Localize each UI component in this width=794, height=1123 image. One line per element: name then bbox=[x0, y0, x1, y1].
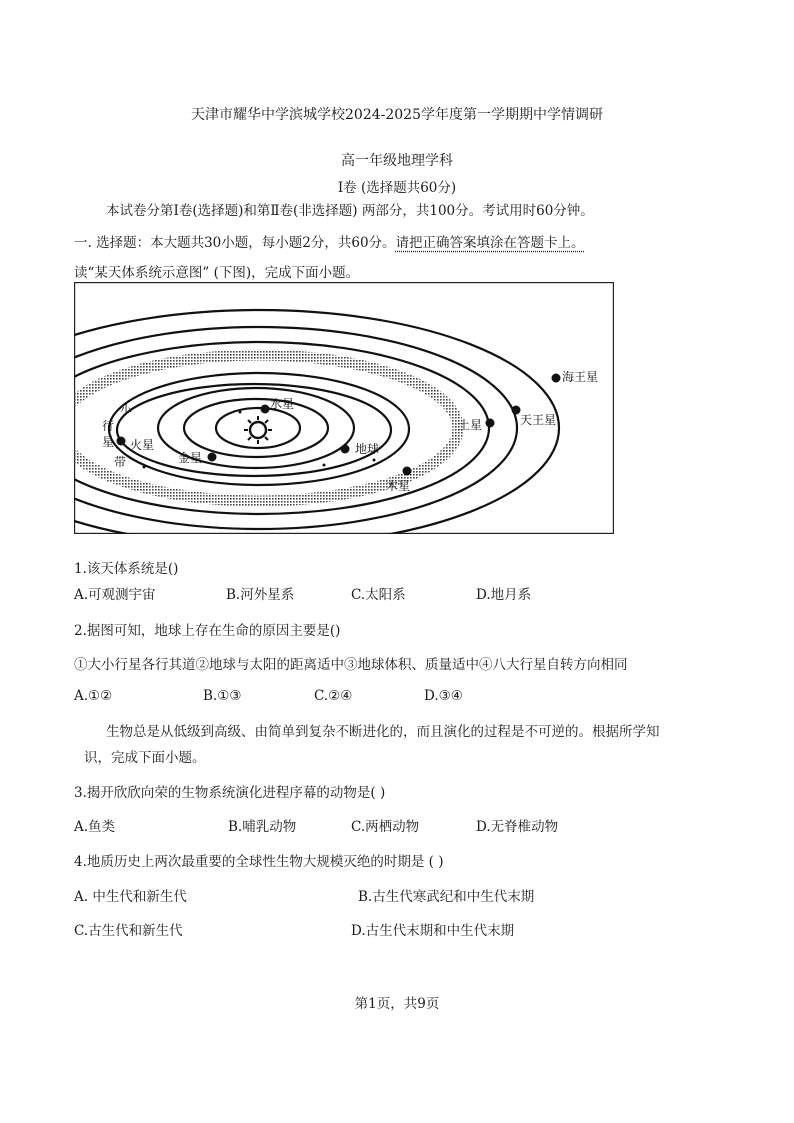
read-prompt: 读“某天体系统示意图” (下图)，完成下面小题。 bbox=[74, 265, 360, 281]
question-1-stem: 1.该天体系统是() bbox=[74, 561, 179, 577]
question-1-option-a[interactable]: A.可观测宇宙 bbox=[74, 587, 156, 603]
school-title: 天津市耀华中学滨城学校2024-2025学年度第一学期期中学情调研 bbox=[191, 107, 603, 123]
label-jupiter: 木星 bbox=[386, 479, 411, 493]
volume-title: Ⅰ卷 (选择题共60分) bbox=[337, 180, 457, 196]
question-3-option-d[interactable]: D.无脊椎动物 bbox=[476, 819, 559, 835]
section-heading-emphasis: 请把正确答案填涂在答题卡上。 bbox=[395, 235, 585, 251]
planet-saturn bbox=[486, 419, 495, 428]
question-4-option-a[interactable]: A. 中生代和新生代 bbox=[74, 889, 187, 905]
label-earth: 地球 bbox=[355, 442, 380, 456]
exam-intro: 本试卷分第Ⅰ卷(选择题)和第Ⅱ卷(非选择题) 两部分，共100分。考试用时60分钟。 bbox=[106, 203, 594, 219]
label-uranus: 天王星 bbox=[520, 413, 557, 427]
label-saturn: 土星 bbox=[458, 418, 483, 432]
question-3-option-b[interactable]: B.哺乳动物 bbox=[228, 819, 297, 835]
question-4-option-d[interactable]: D.古生代末期和中生代末期 bbox=[351, 923, 515, 939]
question-4-option-c[interactable]: C.古生代和新生代 bbox=[74, 923, 183, 939]
planet-jupiter bbox=[403, 467, 412, 476]
question-3-option-c[interactable]: C.两栖动物 bbox=[351, 819, 420, 835]
question-2-statements: ①大小行星各行其道②地球与太阳的距离适中③地球体积、质量适中④八大行星自转方向相同 bbox=[74, 657, 628, 673]
question-1-option-d[interactable]: D.地月系 bbox=[476, 587, 532, 603]
label-asteroid-belt-4: 带 bbox=[114, 455, 127, 469]
orbit-marker bbox=[373, 459, 376, 462]
label-mars: 火星 bbox=[130, 438, 155, 452]
section-heading-text: 一. 选择题：本大题共30小题，每小题2分，共60分。 bbox=[74, 235, 396, 251]
subject-title: 高一年级地理学科 bbox=[341, 153, 453, 169]
planet-neptune bbox=[552, 374, 561, 383]
orbit-marker bbox=[143, 466, 146, 469]
passage-line-1: 生物总是从低级到高级、由简单到复杂不断进化的，而且演化的过程是不可逆的。根据所学知 bbox=[106, 724, 660, 740]
question-1-option-b[interactable]: B.河外星系 bbox=[226, 587, 295, 603]
orbit-marker bbox=[239, 411, 242, 414]
passage-line-2: 识，完成下面小题。 bbox=[84, 750, 206, 766]
question-3-option-a[interactable]: A.鱼类 bbox=[74, 819, 116, 835]
question-4-option-b[interactable]: B.古生代寒武纪和中生代末期 bbox=[358, 889, 535, 905]
label-venus: 金星 bbox=[178, 451, 203, 465]
orbit-marker bbox=[323, 464, 326, 467]
planet-venus bbox=[208, 453, 217, 462]
question-2-option-c[interactable]: C.②④ bbox=[314, 688, 353, 704]
planet-mercury bbox=[261, 405, 270, 414]
label-asteroid-belt-2: 行 bbox=[102, 419, 115, 433]
label-asteroid-belt-1: 小 bbox=[120, 403, 133, 417]
question-3-stem: 3.揭开欣欣向荣的生物系统演化进程序幕的动物是( ) bbox=[74, 785, 386, 801]
label-neptune: 海王星 bbox=[562, 370, 599, 384]
question-2-option-b[interactable]: B.①③ bbox=[203, 688, 242, 704]
question-2-option-a[interactable]: A.①② bbox=[74, 688, 113, 704]
question-4-stem: 4.地质历史上两次最重要的全球性生物大规模灭绝的时期是 ( ) bbox=[74, 854, 444, 870]
label-asteroid-belt-3: 星 bbox=[102, 435, 115, 449]
planet-mars bbox=[117, 437, 126, 446]
solar-system-diagram bbox=[74, 282, 614, 534]
page-number: 第1页，共9页 bbox=[354, 996, 440, 1012]
label-mercury: 水星 bbox=[270, 397, 295, 411]
section-heading bbox=[74, 231, 585, 251]
planet-earth bbox=[341, 445, 350, 454]
question-2-stem: 2.据图可知，地球上存在生命的原因主要是() bbox=[74, 623, 341, 639]
question-1-option-c[interactable]: C.太阳系 bbox=[351, 587, 406, 603]
question-2-option-d[interactable]: D.③④ bbox=[424, 688, 463, 704]
